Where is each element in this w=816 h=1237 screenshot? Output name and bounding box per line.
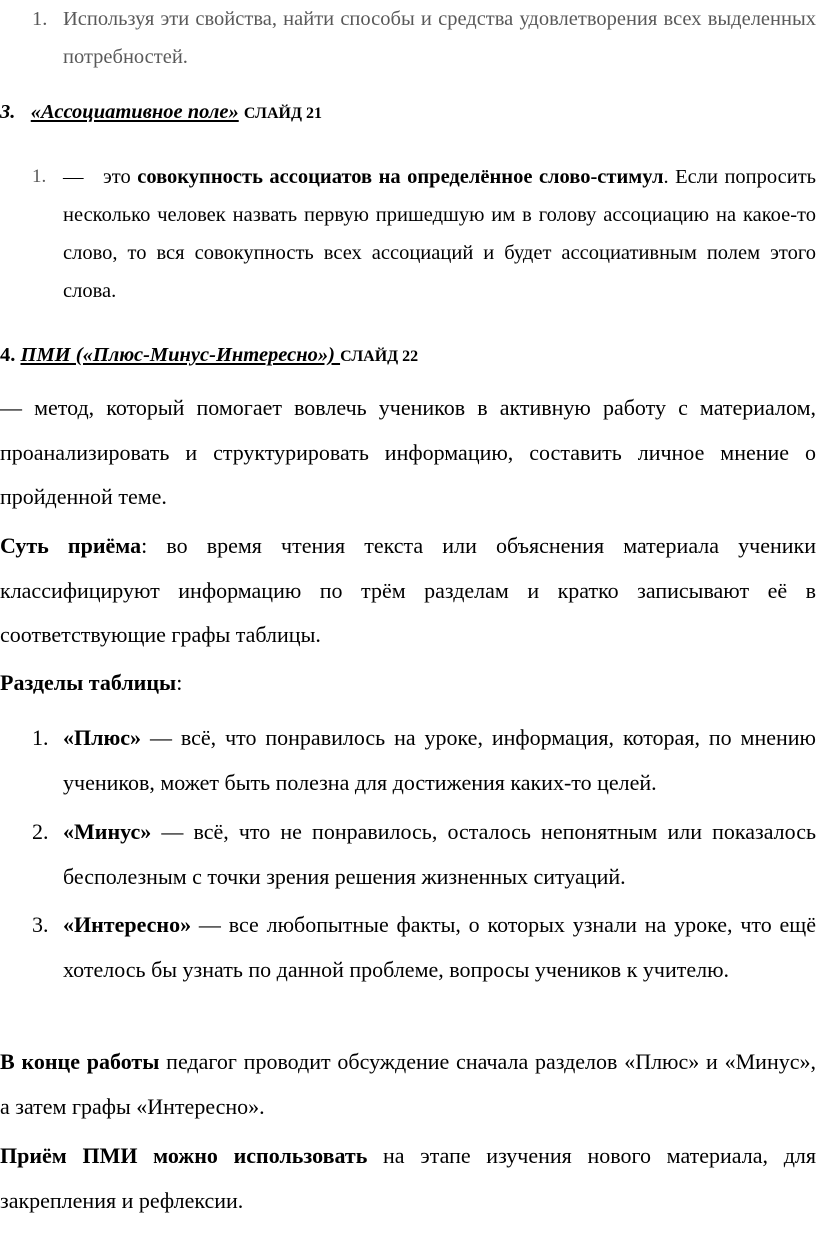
item-description: — всё, что не понравилось, осталось непонятным или показалось бесполезным с точки зрения решения жизненных ситуаций. — [63, 819, 816, 889]
section-4-heading — [0, 340, 418, 372]
list-number: 1. — [32, 8, 48, 30]
section-3-slide: СЛАЙД 21 — [243, 105, 322, 122]
definition-rest: . Если попросить несколько человек назвать первую пришедшую им в голову ассоциацию на какое-то слово, то вся совокупность всех ассоциаций и будет ассоциативным полем этого слова. — [63, 166, 816, 302]
dash: — — [63, 166, 84, 188]
section-4-slide: СЛАЙД 22 — [340, 348, 419, 365]
section-3-title: «Ассоциативное поле» — [30, 101, 239, 123]
item-term: «Плюс» — [63, 725, 142, 750]
sections-colon: : — [176, 670, 183, 695]
list-number: 1. — [32, 725, 49, 750]
sections-heading — [0, 661, 816, 706]
item-term: «Минус» — [63, 819, 152, 844]
usage-text: на этапе изучения нового материала, для закрепления и рефлексии. — [0, 1143, 816, 1213]
item-term: «Интересно» — [63, 912, 192, 937]
usage-paragraph — [0, 1134, 816, 1223]
list-number: 2. — [32, 819, 49, 844]
section-4-number: 4. — [0, 344, 16, 366]
essence-label: Суть приёма — [0, 533, 142, 558]
usage-label: Приём ПМИ можно использовать — [0, 1143, 368, 1168]
list-number: 3. — [32, 912, 49, 937]
intro-item-text: Используя эти свойства, найти способы и средства удовлетворения всех выделенных потребностей. — [63, 8, 816, 68]
essence-paragraph — [0, 524, 816, 658]
section-3-item-text — [63, 158, 816, 310]
item-description: — все любопытные факты, о которых узнали на уроке, что ещё хотелось бы узнать по данной проблеме, вопросы учеников к учителю. — [63, 912, 816, 982]
end-paragraph — [0, 1040, 816, 1129]
item-text — [63, 716, 816, 805]
term: совокупность ассоциатов на определённое слово-стимул — [137, 166, 664, 188]
section-3-number: 3. — [0, 101, 16, 123]
item-description: — всё, что понравилось на уроке, информация, которая, по мнению учеников, может быть полезна для достижения каких-то целей. — [63, 725, 816, 795]
lead-word: это — [103, 166, 131, 188]
method-definition: — метод, который помогает вовлечь учеников в активную работу с материалом, проанализировать и структурировать информацию, составить личное мнение о пройденной теме. — [0, 395, 816, 509]
section-3-heading — [0, 97, 322, 129]
item-text — [63, 810, 816, 899]
section-4-title: ПМИ («Плюс-Минус-Интересно») — [20, 344, 341, 366]
sections-label: Разделы таблицы — [0, 670, 177, 695]
item-text — [63, 903, 816, 992]
end-text: педагог проводит обсуждение сначала разделов «Плюс» и «Минус», а затем графы «Интересно». — [0, 1049, 816, 1119]
list-number: 1. — [32, 166, 47, 187]
essence-text: : во время чтения текста или объяснения материала ученики классифицируют информацию по трём разделам и кратко записывают её в соответствующие графы таблицы. — [0, 533, 816, 647]
end-label: В конце работы — [0, 1049, 160, 1074]
